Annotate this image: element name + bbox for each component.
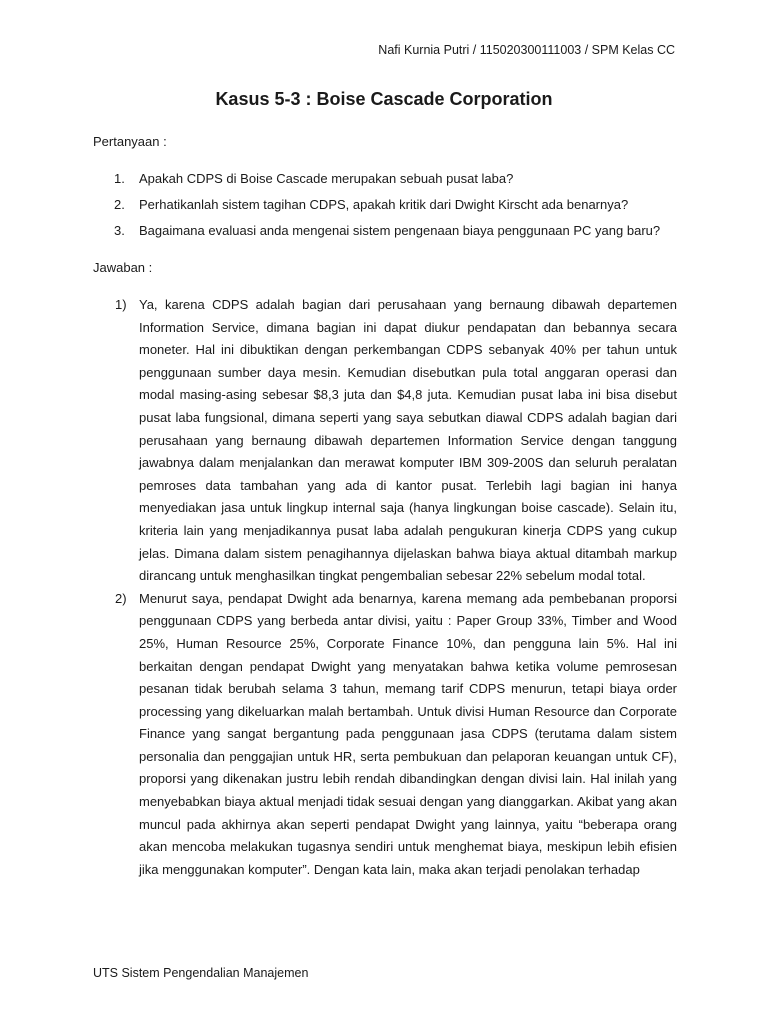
question-number: 2. <box>114 197 125 212</box>
answer-number: 1) <box>115 297 127 312</box>
answer-number: 2) <box>115 590 127 606</box>
questions-list <box>93 172 678 250</box>
document-title: Kasus 5-3 : Boise Cascade Corporation <box>215 89 553 109</box>
question-number: 1. <box>114 171 125 186</box>
question-item <box>93 224 678 250</box>
question-item <box>93 198 678 224</box>
questions-label: Pertanyaan : <box>93 134 167 149</box>
answer-item <box>93 294 677 588</box>
answer-item <box>93 588 677 882</box>
question-text: Bagaimana evaluasi anda mengenai sistem pengenaan biaya penggunaan PC yang baru? <box>139 223 661 238</box>
answers-list <box>93 294 677 881</box>
question-number: 3. <box>114 223 125 238</box>
answers-label: Jawaban : <box>93 260 153 275</box>
answer-text: Menurut saya, pendapat Dwight ada benarnya, karena memang ada pembebanan proporsi penggunaan CDPS yang berbeda antar divisi, yaitu : Paper Group 33%, Timber and Wood 25%, Human Resource 25%, Corporate Finance 10%, dan pengguna lain 5%. Hal ini berkaitan dengan pendapat Dwight yang menyatakan bahwa ketika volume pemrosesan pesanan tidak berubah selama 3 tahun, memang tarif CDPS menurun, tetapi biaya order processing yang dikeluarkan malah bertambah. Untuk divisi Human Resource dan Corporate Finance yang sangat bergantung pada penggunaan jasa CDPS (terutama dalam sistem personalia dan penggajian untuk HR, serta pembukuan dan pelaporan keuangan untuk CF), proporsi yang dikenakan justru lebih rendah dibandingkan dengan divisi lain. Hal inilah yang menyebabkan biaya aktual menjadi tidak sesuai dengan yang dianggarkan. Akibat yang akan muncul pada akhirnya akan seperti pendapat Dwight yang lainnya, yaitu “beberapa orang akan mencoba melakukan tugasnya sendiri untuk menghemat biaya, meskipun lebih efisien jika menggunakan komputer”. Dengan kata lain, maka akan terjadi penolakan terhadap <box>139 590 677 877</box>
course-footer: UTS Sistem Pengendalian Manajemen <box>93 966 309 980</box>
author-header: Nafi Kurnia Putri / 115020300111003 / SPM Kelas CC <box>378 43 675 57</box>
answer-text: Ya, karena CDPS adalah bagian dari perusahaan yang bernaung dibawah departemen Information Service, dimana bagian ini dapat diukur pendapatan dan bebannya secara moneter. Hal ini dibuktikan dengan perkembangan CDPS sebanyak 40% per tahun untuk penggunaan sumber daya mesin. Kemudian disebutkan pula total anggaran operasi dan modal masing-asing sebesar $8,3 juta dan $4,8 juta. Kemudian pusat laba ini bisa disebut pusat laba fungsional, dimana seperti yang saya sebutkan diawal CDPS adalah bagian dari perusahaan yang bernaung dibawah departemen Information Service dengan tanggung jawabnya dalam menjalankan dan merawat komputer IBM 309-200S dan seluruh peralatan pemroses data tambahan yang ada di kantor pusat. Terlebih lagi bagian ini hanya menyediakan jasa untuk lingkup internal saja (hanya lingkungan boise cascade). Selain itu, kriteria lain yang menjadikannya pusat laba adalah pengukuran kinerja CDPS yang cukup jelas. Dimana dalam sistem penagihannya dijelaskan bahwa biaya aktual ditambah markup dirancang untuk menghasilkan tingkat pengembalian sebesar 22% sebelum modal total. <box>139 297 677 584</box>
question-item <box>93 172 678 198</box>
question-text: Perhatikanlah sistem tagihan CDPS, apakah kritik dari Dwight Kirscht ada benarnya? <box>139 197 629 212</box>
question-text: Apakah CDPS di Boise Cascade merupakan sebuah pusat laba? <box>139 171 514 186</box>
